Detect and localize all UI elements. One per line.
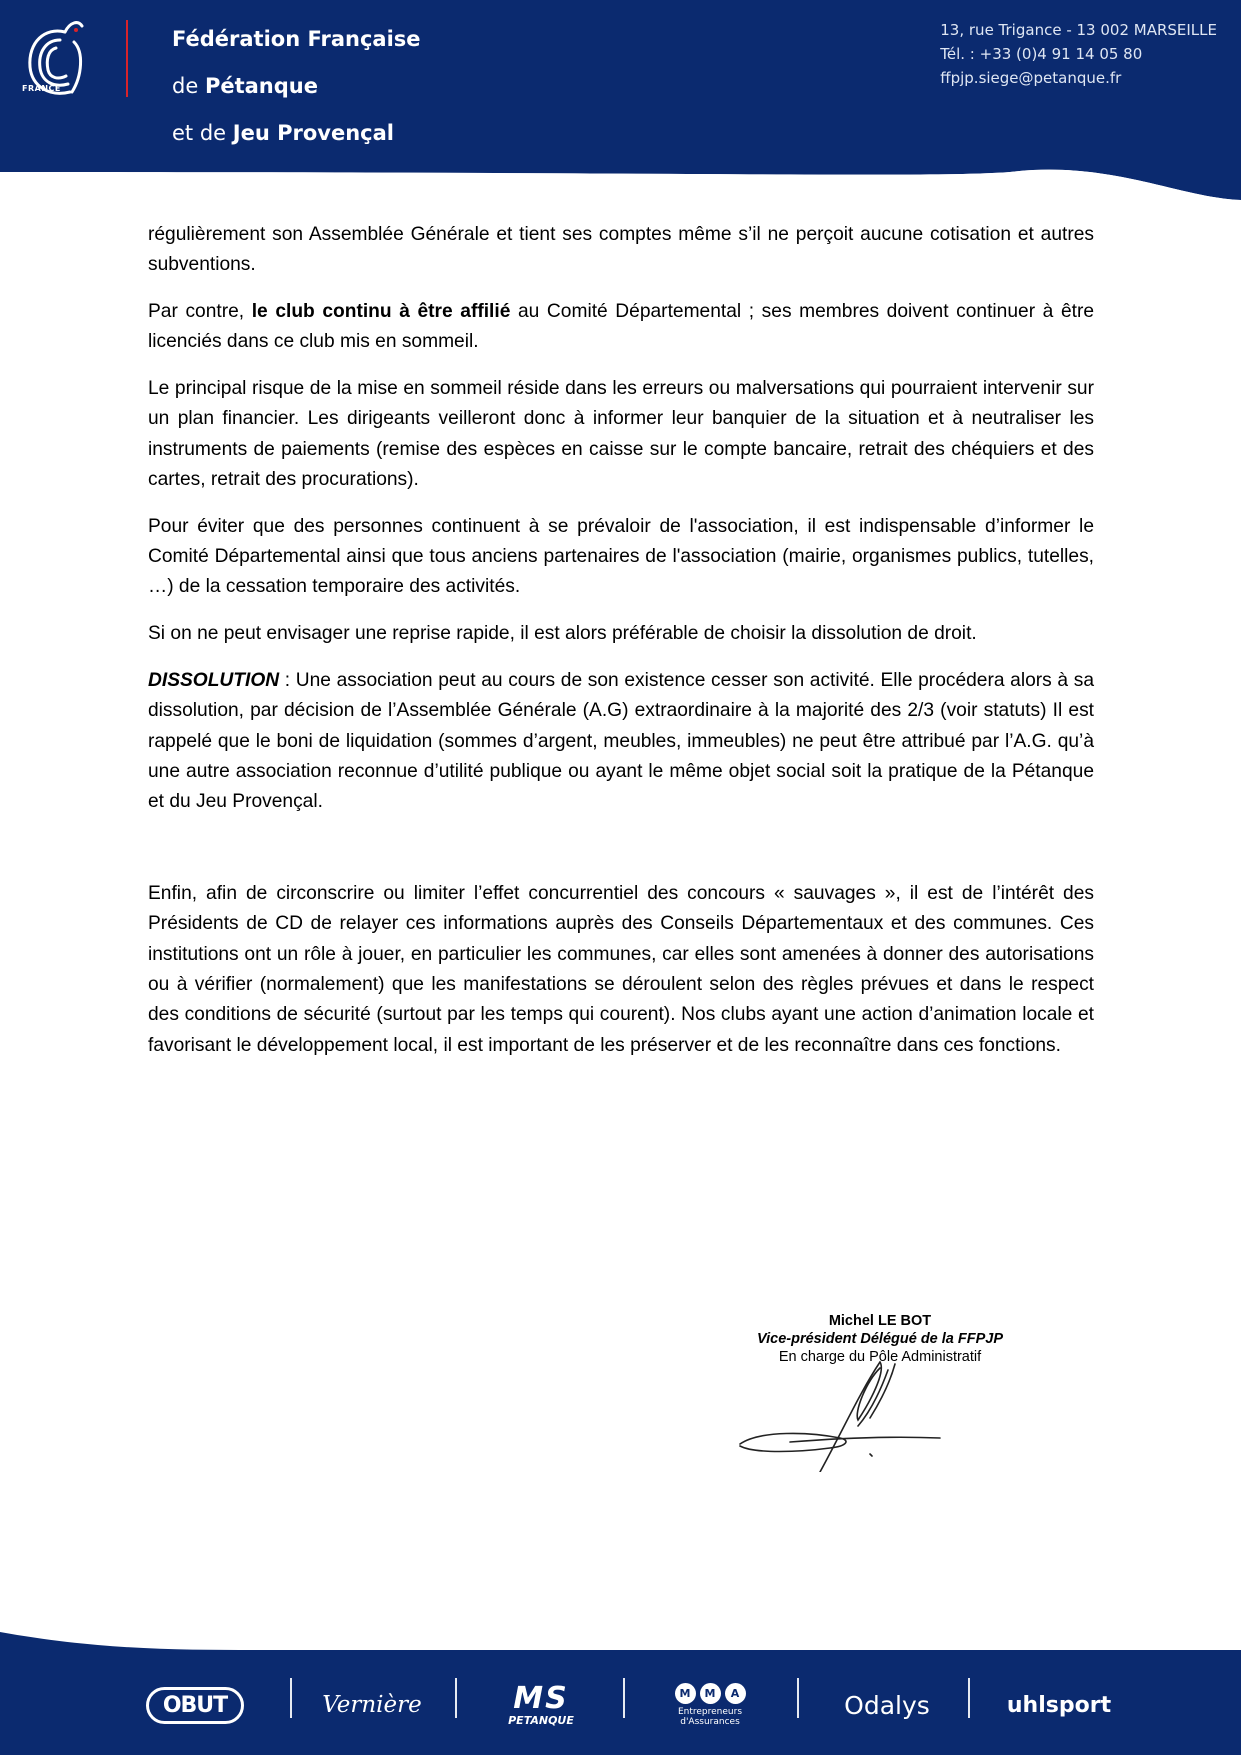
paragraph-5: Si on ne peut envisager une reprise rapide, il est alors préférable de choisir la dissolution de droit. [148,623,977,645]
header-divider [126,20,128,97]
sponsor-separator [455,1678,457,1718]
paragraph-2: Par contre, le club continu à être affilié au Comité Départemental ; ses membres doivent continuer à être licenciés dans ce club mis en sommeil. [148,301,1095,353]
org-line-2: de Pétanque [172,74,318,98]
letterhead-header [0,0,1241,200]
mma-circles: M M A [675,1683,746,1704]
paragraph-1: régulièrement son Assemblée Générale et tient ses comptes même s’il ne perçoit aucune cotisation et autres subventions. [148,224,1094,276]
signatory-role: Vice-président Délégué de la FFPJP [756,1331,1004,1347]
sponsor-separator [290,1678,292,1718]
sponsor-ms-petanque-logo: MS PETANQUE [508,1680,574,1727]
handwritten-signature [730,1342,970,1472]
sponsor-verniere-logo: Vernière [322,1692,422,1718]
spacer [148,834,1094,879]
signatory-charge: En charge du Pôle Administratif [778,1349,982,1365]
org-line-3: et de Jeu Provençal [172,121,394,145]
sponsor-odalys-logo: Odalys [844,1690,930,1720]
paragraph-4: Pour éviter que des personnes continuent à se prévaloir de l'association, il est indispensable d’informer le Comité Départemental ainsi que tous anciens partenaires de l'association (mairie, organismes publics, tutelles, …) de la cessation temporaire des activités. [148,515,1094,598]
sponsor-separator [797,1678,799,1718]
sponsor-separator [968,1678,970,1718]
signatory-name: Michel LE BOT [828,1313,932,1329]
sponsor-row [0,1670,1241,1740]
signature-block [700,1312,1060,1366]
sponsor-separator [623,1678,625,1718]
contact-email: ffpjp.siege@petanque.fr [940,69,1122,87]
contact-phone: Tél. : +33 (0)4 91 14 05 80 [940,45,1143,63]
sponsor-footer [0,1632,1241,1755]
sponsor-uhlsport-logo: uhlsport [1006,1692,1112,1718]
paragraph-dissolution: DISSOLUTION : Une association peut au cours de son existence cesser son activité. Elle procédera alors à sa dissolution, par décision de l’Assemblée Générale (A.G) extraordinaire à la majorité des 2/3 (voir statuts) Il est rappelé que le boni de liquidation (sommes d’argent, meubles, immeubles) ne peut être attribué par l’A.G. qu’à une autre association reconnue d’utilité publique ou ayant le même objet social soit la pratique de la Pétanque et du Jeu Provençal. [148,670,1094,813]
logo-country-label: FRANCE [22,84,61,93]
sponsor-obut-logo: OBUT [140,1670,250,1740]
dissolution-label: DISSOLUTION [148,670,280,692]
paragraph-conclusion: Enfin, afin de circonscrire ou limiter l’effet concurrentiel des concours « sauvages », il est de l’intérêt des Présidents de CD de relayer ces informations auprès des Conseils Départementaux et des communes. Ces institutions ont un rôle à jouer, en particulier les communes, car elles sont amenées à donner des autorisations ou à vérifier (normalement) que les manifestations se déroulent selon des règles prévues et dans le respect des conditions de sécurité (surtout par les temps qui courent). Nos clubs ayant une action d’animation locale et favorisant le développement local, il est important de les préserver et de les reconnaître dans ces fonctions. [148,883,1094,1056]
letter-body [148,220,1094,1077]
federation-name [172,16,421,157]
contact-address: 13, rue Trigance - 13 002 MARSEILLE [940,21,1217,39]
sponsor-mma-logo: M M A Entrepreneurs d'Assurances [660,1670,760,1740]
contact-block [940,18,1217,90]
paragraph-3: Le principal risque de la mise en sommeil réside dans les erreurs ou malversations qui pourraient intervenir sur un plan financier. Les dirigeants veilleront donc à informer leur banquier de la situation et à neutraliser les instruments de paiements (remise des espèces en caisse sur le compte bancaire, retrait des chéquiers et des cartes, retrait des procurations). [148,378,1094,491]
org-line-1: Fédération Française [172,27,421,51]
